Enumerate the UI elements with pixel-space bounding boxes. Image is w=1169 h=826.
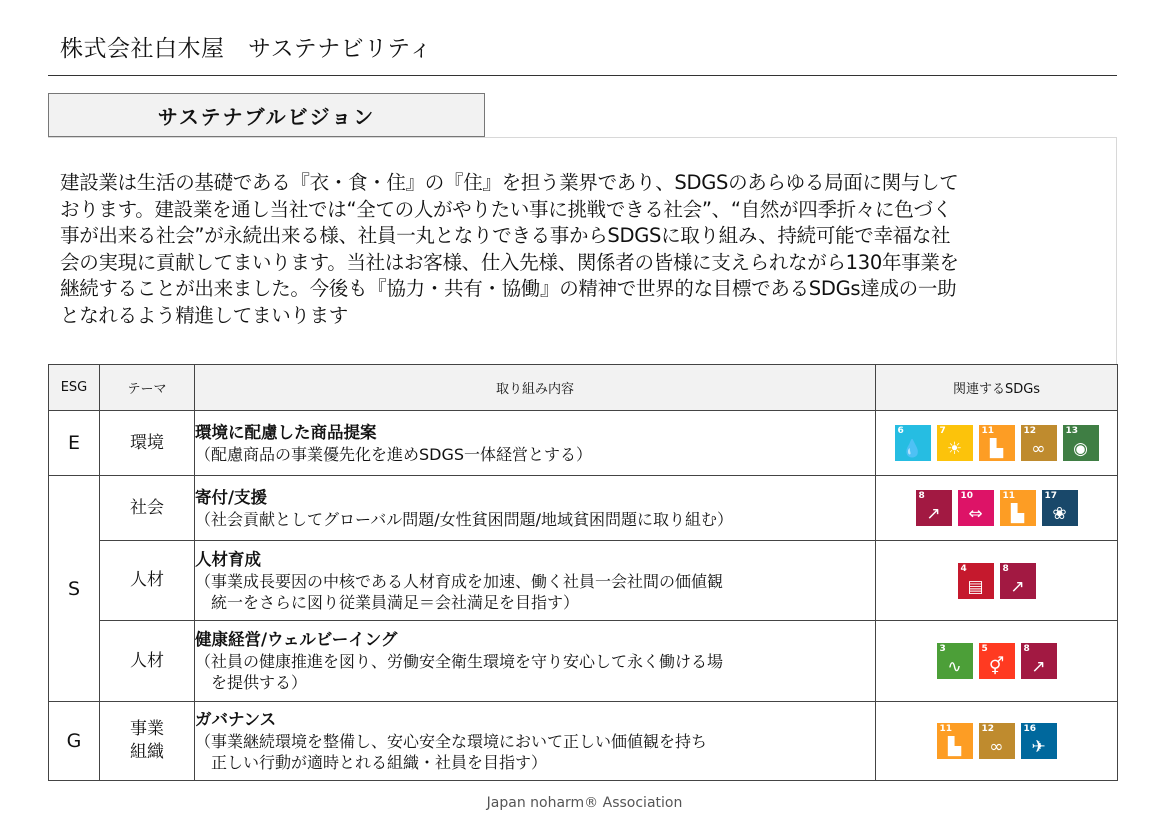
sdg-goal-number: 6 <box>897 426 904 436</box>
sdg-goal-11-icon <box>937 723 973 759</box>
initiative-description: （配慮商品の事業優先化を進めSDGS一体経営とする） <box>195 444 593 464</box>
heartbeat-icon: ∿ <box>947 657 962 677</box>
vision-line: おります。建設業を通し当社では“全ての人がやりたい事に挑戦できる社会”、“自然が四季折々に色づく <box>60 197 952 221</box>
sdg-goal-3-icon <box>937 643 973 679</box>
sdg-goal-number: 8 <box>1023 644 1030 654</box>
sdg-goal-11-icon <box>979 425 1015 461</box>
sdg-goal-number: 8 <box>918 491 925 501</box>
sdg-goal-4-icon <box>958 563 994 599</box>
sdg-goal-number: 11 <box>981 426 995 436</box>
sdg-icons-cell <box>876 621 1118 702</box>
gender-icon: ⚥ <box>988 657 1005 677</box>
sdg-goal-number: 12 <box>981 724 995 734</box>
city-icon: ▙ <box>989 439 1004 459</box>
title-divider <box>48 75 1117 76</box>
vision-line: となれるよう精進してまいります <box>60 303 349 327</box>
sdg-goal-number: 8 <box>1002 563 1009 574</box>
sdg-goal-number: 11 <box>1002 491 1016 501</box>
vision-statement <box>60 170 1110 329</box>
vision-line: 継続することが出来ました。今後も『協力・共有・協働』の精神で世界的な目標であるSDGs達成の一助 <box>60 277 957 300</box>
vision-line: 建設業は生活の基礎である『衣・食・住』の『住』を担う業界であり、SDGSのあらゆる局面に関与して <box>60 171 959 194</box>
table-row <box>49 621 1118 702</box>
sdg-goal-16-icon <box>1021 723 1057 759</box>
dove-icon: ✈ <box>1031 737 1046 757</box>
book-icon: ▤ <box>967 576 984 597</box>
initiative-title: ガバナンス <box>195 710 277 729</box>
theme-cell: 事業 組織 <box>100 702 195 781</box>
sdg-goal-number: 17 <box>1044 491 1058 501</box>
initiative-title: 環境に配慮した商品提案 <box>195 422 377 442</box>
page-title: 株式会社白木屋 サステナビリティ <box>60 36 433 62</box>
sdg-goal-11-icon <box>1000 490 1036 526</box>
infinity-icon: ∞ <box>989 737 1004 757</box>
sdg-goal-12-icon <box>1021 425 1057 461</box>
footer-credit: Japan noharm® Association <box>486 795 683 811</box>
initiative-description: （社員の健康推進を図り、労働安全衛生環境を守り安心して永く働ける場 を提供する） <box>195 652 724 692</box>
content-cell <box>195 476 876 541</box>
table-row <box>49 411 1118 476</box>
header-content: 取り組み内容 <box>195 365 876 411</box>
growth-chart-icon: ↗ <box>926 504 941 524</box>
sdg-goal-number: 16 <box>1023 724 1037 734</box>
esg-category-e: E <box>49 411 100 476</box>
initiative-title: 健康経営/ウェルビーイング <box>195 630 398 649</box>
vision-heading: サステナブルビジョン <box>48 93 485 137</box>
initiative-description: （事業継続環境を整備し、安心安全な環境において正しい価値観を持ち 正しい行動が適時とれる組織・社員を目指す） <box>195 732 708 772</box>
esg-category-s: S <box>49 476 100 702</box>
table-row <box>49 476 1118 541</box>
sdg-goal-8-icon <box>916 490 952 526</box>
sdg-goal-8-icon <box>1021 643 1057 679</box>
sdg-goal-10-icon <box>958 490 994 526</box>
city-icon: ▙ <box>1010 504 1025 524</box>
header-theme: テーマ <box>100 365 195 411</box>
content-cell <box>195 621 876 702</box>
initiative-title: 人材育成 <box>195 549 261 569</box>
sdg-goal-5-icon <box>979 643 1015 679</box>
content-cell <box>195 541 876 621</box>
city-icon: ▙ <box>947 737 962 757</box>
sdg-goal-17-icon <box>1042 490 1078 526</box>
eye-globe-icon: ◉ <box>1073 439 1088 459</box>
equality-icon: ⇔ <box>968 504 983 524</box>
sdg-goal-number: 11 <box>939 724 953 734</box>
header-sdgs: 関連するSDGs <box>876 365 1118 411</box>
sun-icon: ☀ <box>946 439 963 459</box>
header-esg: ESG <box>49 365 100 411</box>
sdg-icons-cell <box>876 476 1118 541</box>
esg-table <box>48 364 1118 781</box>
initiative-description: （社会貢献としてグローバル問題/女性貧困問題/地域貧困問題に取り組む） <box>195 509 733 529</box>
growth-chart-icon: ↗ <box>1010 576 1025 597</box>
sdg-goal-number: 3 <box>939 644 946 654</box>
vision-line: 会の実現に貢献してまいります。当社はお客様、仕入先様、関係者の皆様に支えられながら130年事業を <box>60 250 959 274</box>
sdg-goal-number: 7 <box>939 426 946 436</box>
esg-category-g: G <box>49 702 100 781</box>
sdg-goal-6-icon <box>895 425 931 461</box>
table-header-row <box>49 365 1118 411</box>
initiative-title: 寄付/支援 <box>195 487 268 507</box>
sdg-goal-13-icon <box>1063 425 1099 461</box>
initiative-description: （事業成長要因の中核である人材育成を加速、働く社員一会社間の価値観 統一をさらに図り従業員満足＝会社満足を目指す） <box>195 571 724 612</box>
theme-cell: 環境 <box>100 411 195 476</box>
theme-cell: 社会 <box>100 476 195 541</box>
table-row <box>49 702 1118 781</box>
water-drop-icon: 💧 <box>901 439 924 459</box>
sdg-goal-number: 10 <box>960 491 974 501</box>
table-row <box>49 541 1118 621</box>
sdg-goal-number: 4 <box>960 563 967 574</box>
growth-chart-icon: ↗ <box>1031 657 1046 677</box>
infinity-icon: ∞ <box>1031 439 1046 459</box>
sdg-goal-7-icon <box>937 425 973 461</box>
content-cell <box>195 702 876 781</box>
theme-cell: 人材 <box>100 621 195 702</box>
vision-line: 事が出来る社会”が永続出来る様、社員一丸となりできる事からSDGSに取り組み、持続可能で幸福な社 <box>60 224 951 247</box>
sdg-goal-12-icon <box>979 723 1015 759</box>
sdg-icons-cell <box>876 541 1118 621</box>
sdg-goal-number: 12 <box>1023 426 1037 436</box>
theme-cell: 人材 <box>100 541 195 621</box>
sdg-goal-8-icon <box>1000 563 1036 599</box>
sdg-icons-cell <box>876 411 1118 476</box>
content-cell <box>195 411 876 476</box>
sdg-goal-number: 13 <box>1065 426 1079 436</box>
sdg-icons-cell <box>876 702 1118 781</box>
partnership-icon: ❀ <box>1052 504 1067 524</box>
sdg-goal-number: 5 <box>981 644 988 654</box>
